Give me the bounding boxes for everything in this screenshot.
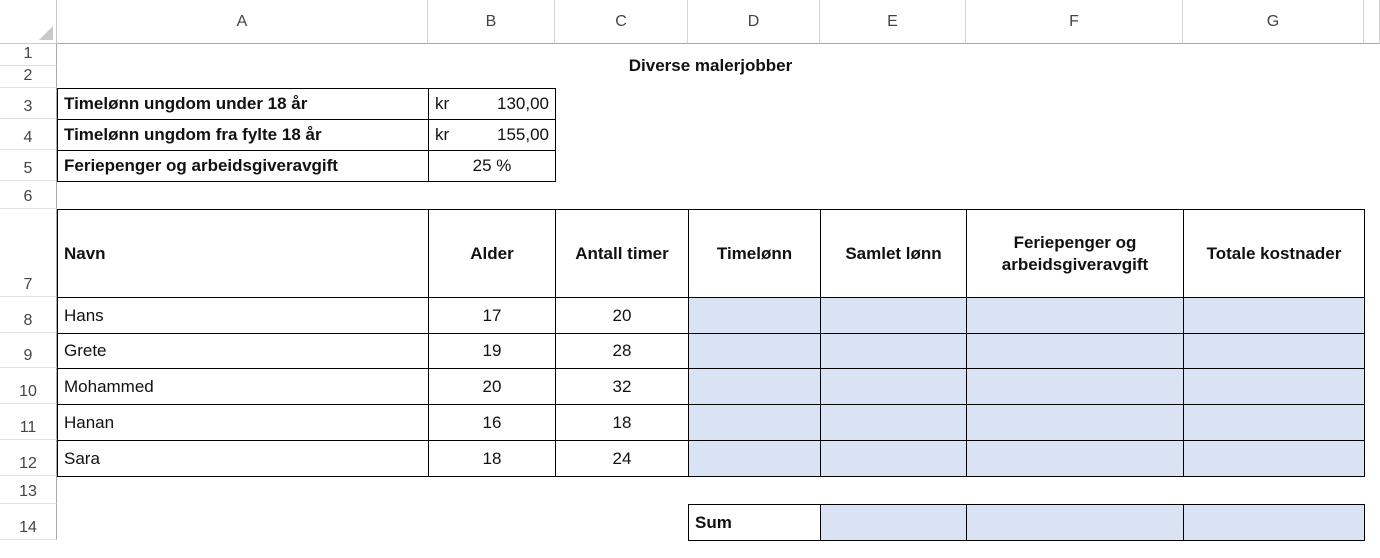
cell-feriepenger[interactable] (966, 368, 1184, 405)
currency-symbol: kr (435, 94, 450, 113)
cell-totale-kostnader[interactable] (1183, 404, 1365, 441)
row-header-14[interactable]: 14 (0, 504, 57, 540)
sum-samlet-lonn[interactable] (820, 504, 967, 541)
row-header-13[interactable]: 13 (0, 476, 57, 504)
cell-hours[interactable]: 24 (555, 440, 689, 477)
column-header-filler (1364, 0, 1380, 44)
column-header-f[interactable]: F (966, 0, 1183, 44)
table-header-navn[interactable]: Navn (57, 209, 429, 298)
cell-hours[interactable]: 28 (555, 333, 689, 369)
row-header-12[interactable]: 12 (0, 440, 57, 476)
row-header-5[interactable]: 5 (0, 150, 57, 181)
cell-age[interactable]: 17 (428, 297, 556, 334)
column-header-b[interactable]: B (428, 0, 555, 44)
cell-feriepenger[interactable] (966, 297, 1184, 334)
cell-totale-kostnader[interactable] (1183, 440, 1365, 477)
row-header-10[interactable]: 10 (0, 368, 57, 404)
cell-samlet-lonn[interactable] (820, 333, 967, 369)
cell-timelonn[interactable] (688, 440, 821, 477)
sum-totale-kostnader[interactable] (1183, 504, 1365, 541)
cell-totale-kostnader[interactable] (1183, 368, 1365, 405)
param-label-holiday[interactable]: Feriepenger og arbeidsgiveravgift (57, 150, 429, 182)
cell-samlet-lonn[interactable] (820, 440, 967, 477)
cell-totale-kostnader[interactable] (1183, 333, 1365, 369)
table-header-samlet-lonn[interactable]: Samlet lønn (820, 209, 967, 298)
column-header-a[interactable]: A (57, 0, 428, 44)
row-header-6[interactable]: 6 (0, 181, 57, 209)
cell-samlet-lonn[interactable] (820, 297, 967, 334)
row-header-8[interactable]: 8 (0, 297, 57, 333)
sum-feriepenger[interactable] (966, 504, 1184, 541)
row-header-3[interactable]: 3 (0, 88, 57, 119)
cell-name[interactable]: Sara (57, 440, 429, 477)
cell-totale-kostnader[interactable] (1183, 297, 1365, 334)
column-header-g[interactable]: G (1183, 0, 1364, 44)
cell-age[interactable]: 20 (428, 368, 556, 405)
param-value-youth-under[interactable] (428, 88, 556, 120)
cell-hours[interactable]: 20 (555, 297, 689, 334)
cell-samlet-lonn[interactable] (820, 368, 967, 405)
cell-timelonn[interactable] (688, 297, 821, 334)
table-header-alder[interactable]: Alder (428, 209, 556, 298)
currency-amount: 155,00 (497, 125, 549, 144)
cell-age[interactable]: 19 (428, 333, 556, 369)
param-label-youth-over[interactable]: Timelønn ungdom fra fylte 18 år (57, 119, 429, 151)
sheet-title: Diverse malerjobber (628, 56, 793, 75)
currency-symbol: kr (435, 125, 450, 144)
table-header-timelonn[interactable]: Timelønn (688, 209, 821, 298)
sum-label[interactable]: Sum (688, 504, 821, 541)
param-label-youth-under[interactable]: Timelønn ungdom under 18 år (57, 88, 429, 120)
cell-feriepenger[interactable] (966, 440, 1184, 477)
cell-name[interactable]: Hans (57, 297, 429, 334)
select-all-triangle-icon (39, 26, 53, 40)
cell-timelonn[interactable] (688, 368, 821, 405)
param-value-holiday[interactable]: 25 % (428, 150, 556, 182)
row-header-7[interactable]: 7 (0, 209, 57, 297)
select-all-corner[interactable] (0, 0, 57, 44)
row-header-2[interactable]: 2 (0, 66, 57, 88)
cell-age[interactable]: 16 (428, 404, 556, 441)
cell-hours[interactable]: 32 (555, 368, 689, 405)
cell-timelonn[interactable] (688, 333, 821, 369)
param-value-youth-over[interactable] (428, 119, 556, 151)
table-header-feriepenger[interactable]: Feriepenger og arbeidsgiveravgift (966, 209, 1184, 298)
cell-name[interactable]: Grete (57, 333, 429, 369)
column-header-d[interactable]: D (688, 0, 820, 44)
cell-feriepenger[interactable] (966, 333, 1184, 369)
row-header-4[interactable]: 4 (0, 119, 57, 150)
column-header-e[interactable]: E (820, 0, 966, 44)
table-header-antall-timer[interactable]: Antall timer (555, 209, 689, 298)
cell-samlet-lonn[interactable] (820, 404, 967, 441)
cell-feriepenger[interactable] (966, 404, 1184, 441)
cell-name[interactable]: Mohammed (57, 368, 429, 405)
row-header-11[interactable]: 11 (0, 404, 57, 440)
column-header-c[interactable]: C (555, 0, 688, 44)
row-header-9[interactable]: 9 (0, 333, 57, 368)
cell-age[interactable]: 18 (428, 440, 556, 477)
cell-hours[interactable]: 18 (555, 404, 689, 441)
table-header-totale-kostnader[interactable]: Totale kostnader (1183, 209, 1365, 298)
cell-timelonn[interactable] (688, 404, 821, 441)
cell-name[interactable]: Hanan (57, 404, 429, 441)
currency-amount: 130,00 (497, 94, 549, 113)
row-header-1[interactable]: 1 (0, 44, 57, 66)
